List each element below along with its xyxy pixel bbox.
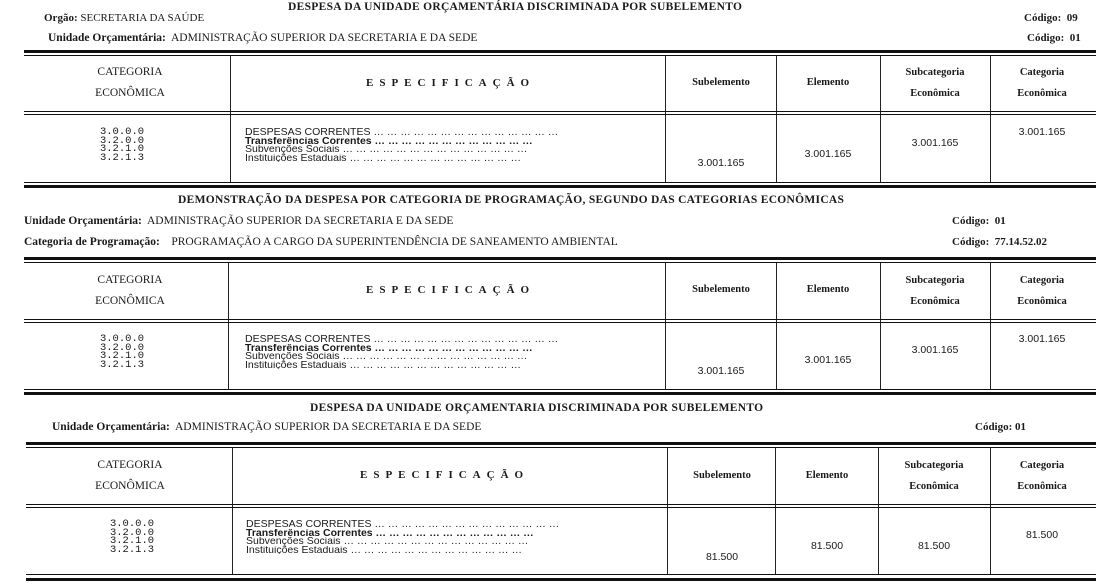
unidade-code: Código: 01 — [1027, 32, 1081, 44]
desc-row: Transferências Correntes … … … … … … … … … … … … — [245, 343, 533, 353]
table3-subcategoria-value: 81.500 — [917, 540, 951, 552]
table2-divider — [990, 263, 991, 389]
table2-elemento-value: 3.001.165 — [804, 354, 852, 366]
header-subcategoria: Subcategoria Econômica — [905, 67, 965, 99]
code-cell: 3.2.0.0 — [109, 526, 155, 539]
table1-top-rule — [24, 50, 1096, 53]
table3-divider — [232, 448, 233, 574]
header-subcategoria: Subcategoria Econômica — [904, 460, 964, 492]
table2-divider — [228, 263, 229, 389]
table3-subelemento-value: 81.500 — [705, 551, 739, 563]
table2-bottom-rule — [24, 389, 1096, 390]
table2-divider — [665, 263, 666, 389]
code-cell: 3.2.1.3 — [99, 358, 145, 371]
header-elemento: Elemento — [805, 470, 849, 481]
table2-categoria-value: 3.001.165 — [1018, 333, 1066, 345]
categoria-programacao-line: Categoria de Programação: PROGRAMAÇÃO A CARGO DA SUPERINTENDÊNCIA DE SANEAMENTO AMBIENTAL — [24, 236, 618, 248]
table1-divider — [665, 56, 666, 182]
desc-row: DESPESAS CORRENTES … … … … … … … … … … … … … … — [245, 128, 559, 137]
table1-divider — [230, 56, 231, 182]
table2-subcategoria-value: 3.001.165 — [911, 344, 959, 356]
table1-descriptions — [245, 128, 665, 162]
table2-divider — [776, 263, 777, 389]
table1-header-rule — [24, 111, 1096, 112]
table2-codes — [82, 335, 162, 369]
table2-top-rule-2 — [24, 262, 1096, 263]
table1-divider — [776, 56, 777, 182]
header-subelemento: Subelemento — [692, 284, 750, 295]
table1-codes — [82, 128, 162, 162]
table3-divider — [990, 448, 991, 574]
table3-elemento-value: 81.500 — [810, 540, 844, 552]
table3-divider — [878, 448, 879, 574]
table1-bottom-rule — [24, 182, 1096, 183]
table3-divider — [667, 448, 668, 574]
table2-subelemento-value: 3.001.165 — [697, 365, 745, 377]
desc-row: Instituições Estaduais … … … … … … … … … … … … … — [245, 360, 521, 370]
table2-bottom-rule-2 — [24, 392, 1096, 395]
code-cell: 3.0.0.0 — [99, 126, 145, 138]
header-especificacao: ESPECIFICAÇÃO — [360, 469, 530, 481]
table1-bottom-rule-2 — [24, 185, 1096, 188]
table1-header-rule-2 — [24, 114, 1096, 115]
categoria-programacao-code: Código: 77.14.52.02 — [952, 236, 1048, 248]
header-categoria: Categoria Econômica — [1017, 460, 1067, 492]
table1-top-rule-2 — [24, 55, 1096, 56]
code-cell: 3.2.0.0 — [99, 134, 145, 147]
header-categoria-economica: CATEGORIA ECONÔMICA — [95, 459, 165, 492]
header-elemento: Elemento — [806, 77, 850, 88]
table2-header-rule-2 — [24, 322, 1096, 323]
section3-title: DESPESA DA UNIDADE ORÇAMENTARIA DISCRIMINADA POR SUBELEMENTO — [310, 402, 764, 414]
orgao-line: Orgão: SECRETARIA DA SAÚDE — [44, 12, 205, 24]
code-cell: 3.0.0.0 — [109, 518, 155, 530]
desc-row: Instituições Estaduais … … … … … … … … … … … … … — [245, 153, 521, 163]
header-subelemento: Subelemento — [693, 470, 751, 481]
orgao-code: Código: 09 — [1024, 12, 1078, 24]
table2-header-rule — [24, 319, 1096, 320]
table3-bottom-rule-2 — [26, 578, 1096, 581]
code-cell: 3.2.0.0 — [99, 341, 145, 354]
desc-row: Subvenções Sociais … … … … … … … … … … … … … … — [245, 352, 528, 361]
table3-bottom-rule — [26, 574, 1096, 575]
table2-descriptions — [245, 335, 665, 369]
code-cell: 3.2.1.0 — [99, 143, 145, 156]
desc-row: Transferências Correntes … … … … … … … … … … … … — [246, 528, 534, 538]
section2-title: DEMONSTRAÇÃO DA DESPESA POR CATEGORIA DE PROGRAMAÇÃO, SEGUNDO DAS CATEGORIAS ECONÔMICAS — [178, 194, 845, 206]
table3-divider — [775, 448, 776, 574]
table3-header-rule-2 — [26, 507, 1096, 508]
header-elemento: Elemento — [806, 284, 850, 295]
table1-elemento-value: 3.001.165 — [804, 148, 852, 160]
table3-codes — [92, 520, 172, 554]
desc-row: Subvenções Sociais … … … … … … … … … … … … … … — [246, 537, 529, 546]
unidade-line: Unidade Orçamentária: ADMINISTRAÇÃO SUPERIOR DA SECRETARIA E DA SEDE — [24, 215, 454, 227]
table3-top-rule-2 — [26, 447, 1096, 448]
section1-title: DESPESA DA UNIDADE ORÇAMENTÁRIA DISCRIMINADA POR SUBELEMENTO — [288, 1, 743, 13]
header-categoria: Categoria Econômica — [1017, 67, 1067, 99]
table1-subelemento-value: 3.001.165 — [697, 157, 745, 169]
code-cell: 3.2.1.3 — [99, 151, 145, 164]
desc-row: DESPESAS CORRENTES … … … … … … … … … … … … … … — [245, 335, 559, 344]
header-subelemento: Subelemento — [692, 77, 750, 88]
table1-divider — [990, 56, 991, 182]
header-subcategoria: Subcategoria Econômica — [905, 275, 965, 307]
header-categoria-economica: CATEGORIA ECONÔMICA — [95, 66, 165, 99]
desc-row: Subvenções Sociais … … … … … … … … … … … … … … — [245, 145, 528, 154]
table2-top-rule — [24, 257, 1096, 260]
unidade-line: Unidade Orçamentária: ADMINISTRAÇÃO SUPERIOR DA SECRETARIA E DA SEDE — [48, 32, 478, 44]
table1-subcategoria-value: 3.001.165 — [911, 137, 959, 149]
header-categoria-economica: CATEGORIA ECONÔMICA — [95, 274, 165, 307]
desc-row: Transferências Correntes … … … … … … … … … … … … — [245, 136, 533, 146]
table3-descriptions — [246, 520, 666, 554]
table3-header-rule — [26, 504, 1096, 505]
table1-divider — [880, 56, 881, 182]
unidade-code: Código: 01 — [975, 421, 1027, 433]
desc-row: DESPESAS CORRENTES … … … … … … … … … … … … … … — [246, 520, 560, 529]
desc-row: Instituições Estaduais … … … … … … … … … … … … … — [246, 545, 522, 555]
code-cell: 3.0.0.0 — [99, 333, 145, 345]
code-cell: 3.2.1.3 — [109, 543, 155, 556]
header-especificacao: ESPECIFICAÇÃO — [366, 77, 536, 89]
code-cell: 3.2.1.0 — [109, 535, 155, 548]
table3-categoria-value: 81.500 — [1025, 529, 1059, 541]
header-especificacao: ESPECIFICAÇÃO — [366, 284, 536, 296]
unidade-line: Unidade Orçamentária: ADMINISTRAÇÃO SUPERIOR DA SECRETARIA E DA SEDE — [52, 421, 482, 433]
header-categoria: Categoria Econômica — [1017, 275, 1067, 307]
table2-divider — [880, 263, 881, 389]
unidade-code: Código: 01 — [952, 215, 1006, 227]
table1-categoria-value: 3.001.165 — [1018, 126, 1066, 138]
table3-top-rule — [26, 442, 1096, 445]
code-cell: 3.2.1.0 — [99, 350, 145, 363]
